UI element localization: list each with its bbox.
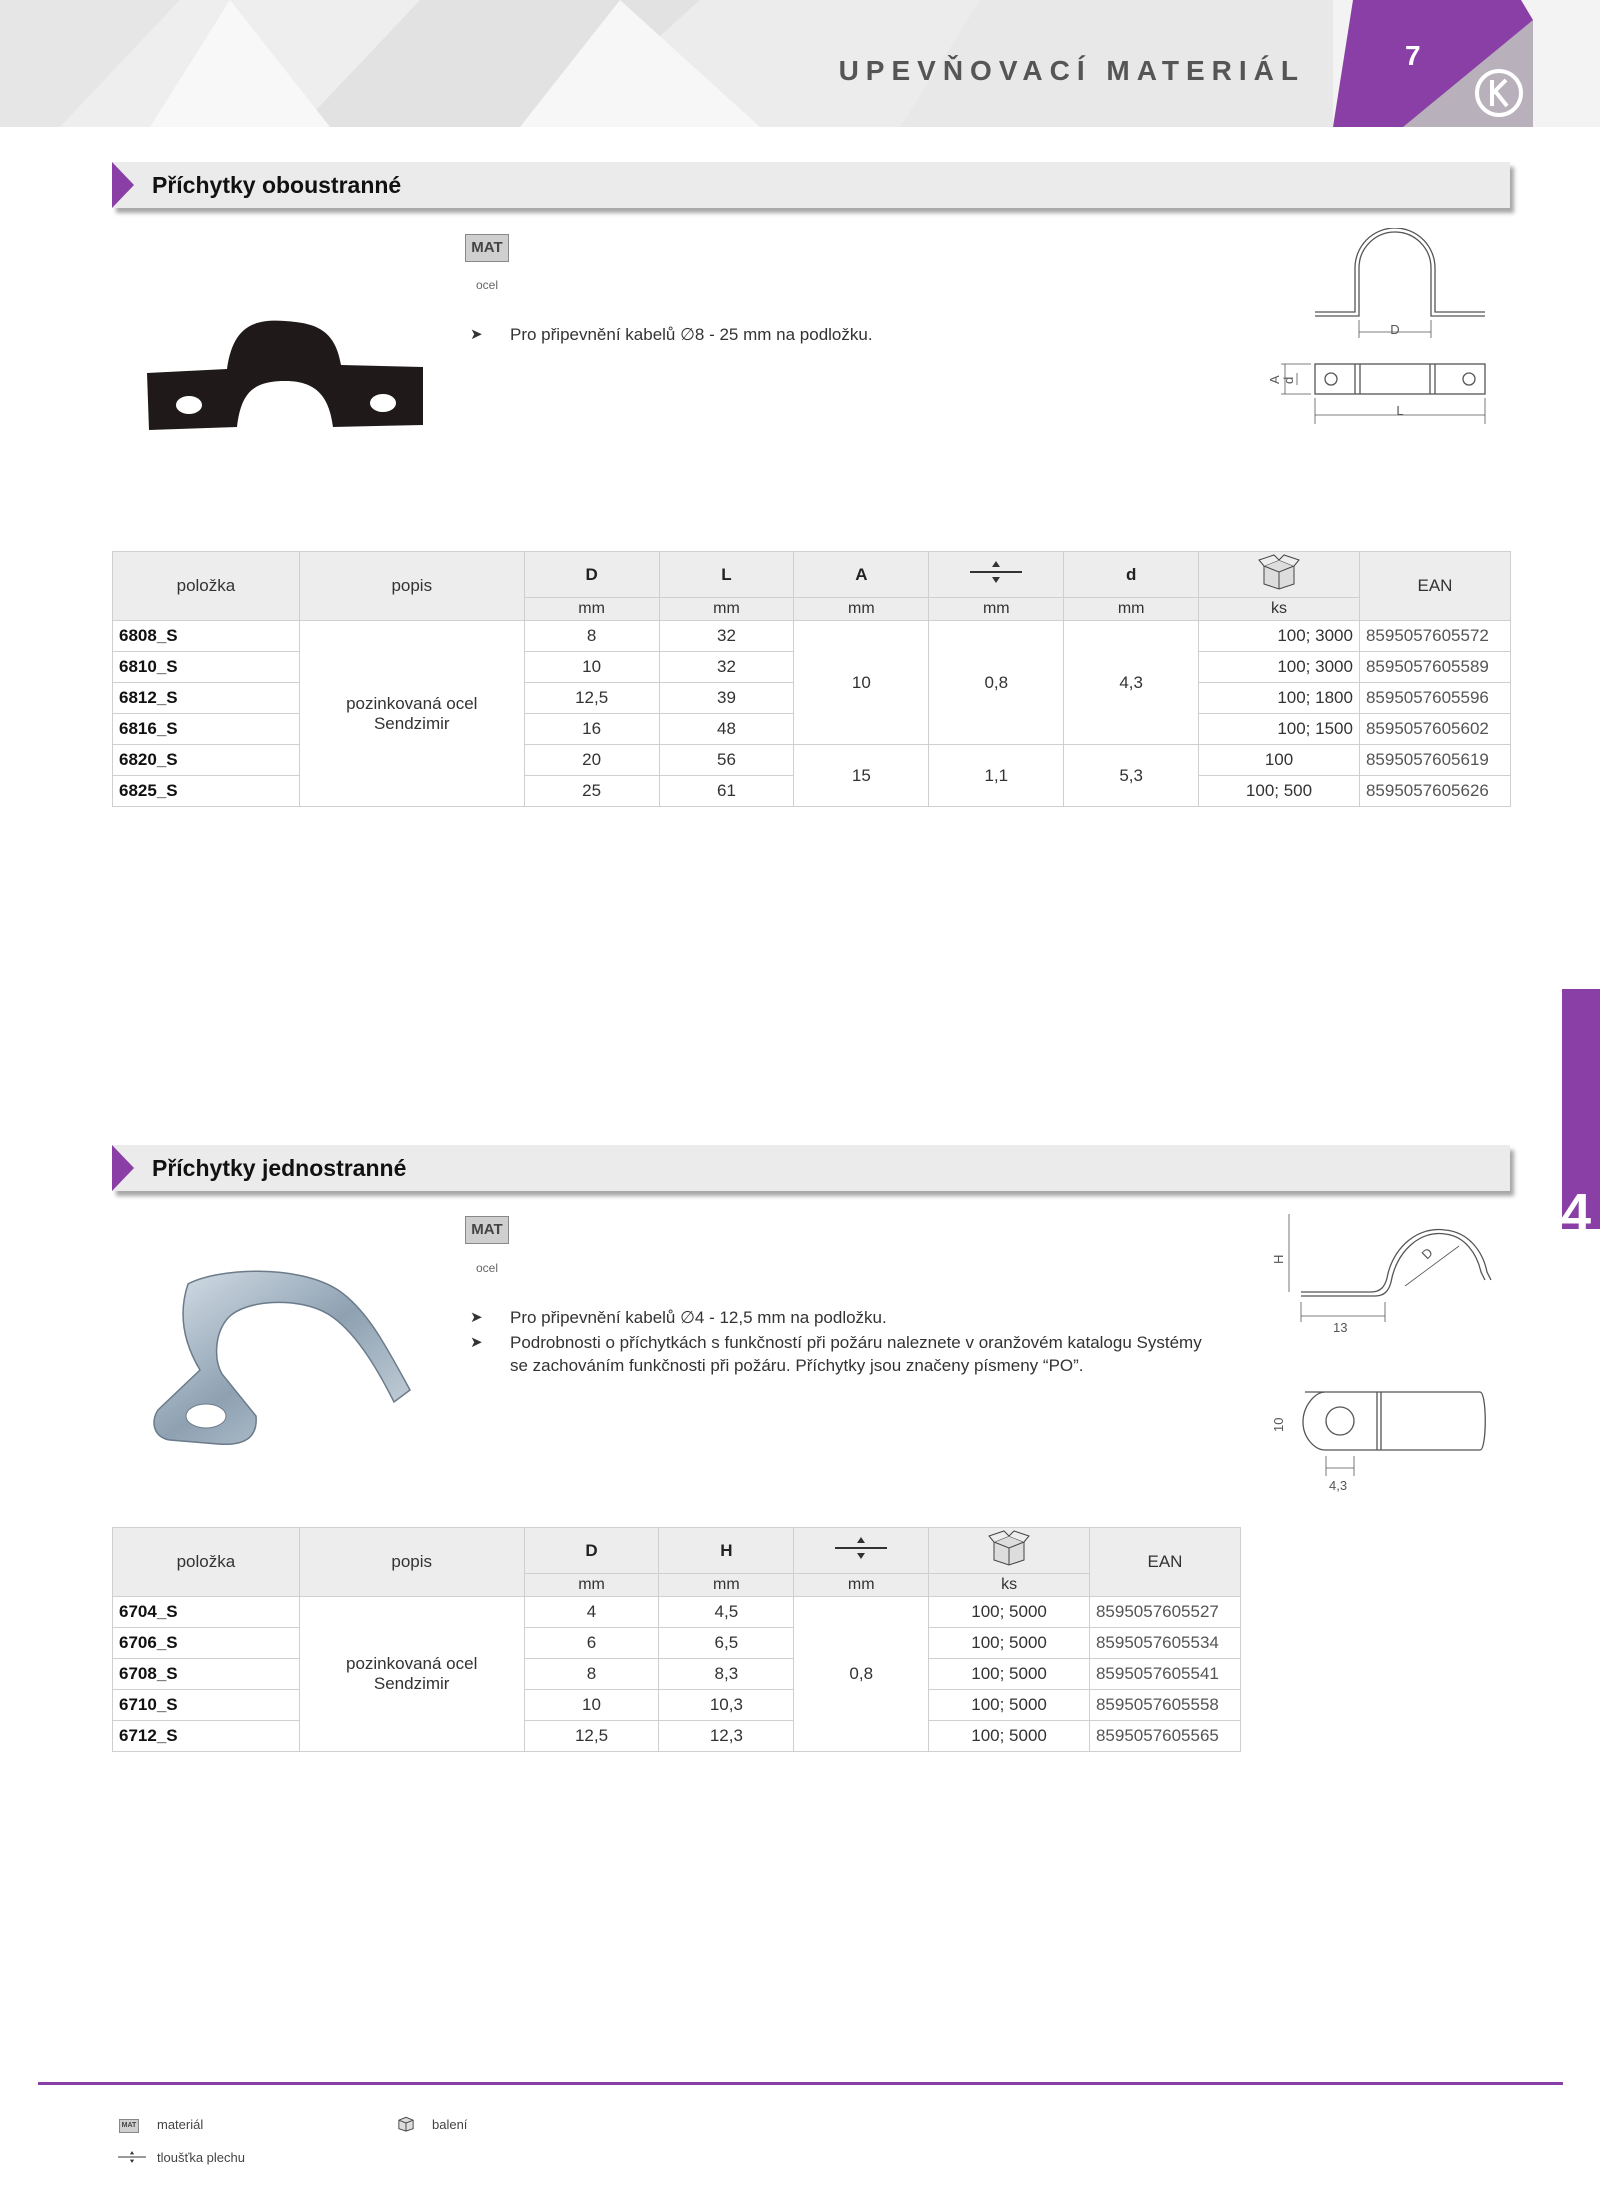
value-ean: 8595057605541 [1089,1659,1240,1690]
item-code: 6812_S [113,683,300,714]
value-L: 56 [659,745,794,776]
legend-mat-badge: MAT [119,2119,139,2133]
value-D: 10 [524,652,659,683]
bullet-text: Pro připevnění kabelů ∅4 - 12,5 mm na podložku. [510,1308,887,1327]
col-header-d: d [1064,552,1199,598]
page-number: 7 [1405,40,1421,71]
col-header-A: A [794,552,929,598]
footer-divider [38,2082,1563,2085]
value-ean: 8595057605527 [1089,1597,1240,1628]
table-row [113,1628,1241,1659]
value-d: 4,3 [1064,621,1199,745]
description-line: pozinkovaná ocel [346,693,478,713]
legend-thickness-icon [117,2150,147,2164]
value-D: 25 [524,776,659,807]
item-code: 6712_S [113,1721,300,1752]
value-D: 12,5 [524,683,659,714]
description-cell [299,621,524,807]
description-line: pozinkovaná ocel [346,1654,478,1673]
box-packaging-icon [988,1530,1030,1566]
dim-label-D: D [1390,322,1400,337]
arrow-bullet-icon: ➤ [470,1309,483,1326]
sheet-thickness-icon [968,560,1024,584]
section-title-bar [112,1145,1510,1191]
section-title-bar [112,162,1510,208]
section-marker-icon [112,1145,134,1191]
table-row [113,1721,1241,1752]
value-H: 12,3 [659,1721,794,1752]
technical-drawing-double-clip [1245,228,1505,428]
item-code: 6810_S [113,652,300,683]
value-d: 5,3 [1064,745,1199,807]
value-L: 32 [659,621,794,652]
value-packaging: 100; 3000 [1199,652,1360,683]
value-ean: 8595057605626 [1359,776,1510,807]
value-packaging: 100; 500 [1199,776,1360,807]
value-L: 32 [659,652,794,683]
value-H: 6,5 [659,1628,794,1659]
material-label: ocel [476,278,499,292]
unit-cell: mm [659,1574,794,1597]
value-ean: 8595057605565 [1089,1721,1240,1752]
table-row [113,1690,1241,1721]
section-marker-icon [112,162,134,208]
col-header-packaging [929,1528,1090,1574]
item-code: 6808_S [113,621,300,652]
box-packaging-icon [1258,554,1300,590]
item-code: 6710_S [113,1690,300,1721]
unit-cell: ks [929,1574,1090,1597]
value-L: 39 [659,683,794,714]
value-packaging: 100; 5000 [929,1597,1090,1628]
header-title: UPEVŇOVACÍ MATERIÁL [838,55,1305,86]
col-header-item: položka [113,552,300,621]
value-D: 8 [524,1659,659,1690]
bullet-text: Podrobnosti o příchytkách s funkčností při požáru naleznete v oranžovém katalogu Systémy [510,1333,1202,1352]
value-D: 16 [524,714,659,745]
value-D: 6 [524,1628,659,1659]
value-packaging: 100; 5000 [929,1721,1090,1752]
value-H: 8,3 [659,1659,794,1690]
value-L: 61 [659,776,794,807]
description-line: Sendzimir [373,1674,450,1693]
bullet-item [470,1306,887,1329]
value-packaging: 100; 5000 [929,1690,1090,1721]
spec-table-double-clips [112,551,1511,807]
section-title: Příchytky oboustranné [152,172,402,198]
value-packaging: 100; 3000 [1199,621,1360,652]
value-ean: 8595057605619 [1359,745,1510,776]
col-header-thickness [929,552,1064,598]
value-packaging: 100; 5000 [929,1659,1090,1690]
item-code: 6704_S [113,1597,300,1628]
value-D: 4 [524,1597,659,1628]
bullet-item [470,323,873,346]
value-L: 48 [659,714,794,745]
material-label: ocel [476,1261,499,1275]
product-image-double-clip [145,315,425,435]
value-H: 4,5 [659,1597,794,1628]
dim-label-10: 10 [1271,1417,1286,1432]
unit-cell: mm [794,598,929,621]
value-thickness: 0,8 [794,1597,929,1752]
col-header-desc: popis [299,552,524,621]
arrow-bullet-icon: ➤ [470,326,483,343]
legend-box-icon [396,2114,416,2132]
value-ean: 8595057605534 [1089,1628,1240,1659]
value-packaging: 100; 1500 [1199,714,1360,745]
dim-label-A: A [1267,375,1282,384]
dim-label-H: H [1271,1254,1286,1264]
col-header-L: L [659,552,794,598]
col-header-ean: EAN [1359,552,1510,621]
legend-packaging: balení [432,2117,468,2132]
value-packaging: 100; 1800 [1199,683,1360,714]
arrow-bullet-icon: ➤ [470,1334,483,1351]
dim-label-hole: 4,3 [1329,1478,1348,1493]
brand-logo-icon [1474,68,1524,118]
product-image-single-clip [148,1270,438,1450]
description-line: Sendzimir [373,713,450,733]
col-header-desc: popis [299,1528,524,1597]
section-title: Příchytky jednostranné [152,1155,407,1181]
value-D: 8 [524,621,659,652]
value-packaging: 100; 5000 [929,1628,1090,1659]
value-D: 12,5 [524,1721,659,1752]
material-badge: MAT [465,1216,509,1244]
col-header-packaging [1199,552,1360,598]
value-D: 20 [524,745,659,776]
unit-cell: mm [1064,598,1199,621]
dim-label-13: 13 [1333,1320,1348,1335]
value-packaging: 100 [1199,745,1360,776]
unit-cell: mm [929,598,1064,621]
value-ean: 8595057605572 [1359,621,1510,652]
table-row [113,1659,1241,1690]
material-badge: MAT [465,234,509,262]
bullet-item [470,1331,1270,1377]
value-ean: 8595057605558 [1089,1690,1240,1721]
col-header-D: D [524,552,659,598]
unit-cell: mm [659,598,794,621]
unit-cell: mm [524,1574,659,1597]
value-ean: 8595057605589 [1359,652,1510,683]
bullet-text: Pro připevnění kabelů ∅8 - 25 mm na podložku. [510,325,873,344]
table-row [113,621,1511,652]
value-thickness: 1,1 [929,745,1064,807]
legend-thickness: tloušťka plechu [157,2150,245,2165]
item-code: 6816_S [113,714,300,745]
legend-material: materiál [157,2117,204,2132]
item-code: 6825_S [113,776,300,807]
col-header-ean: EAN [1089,1528,1240,1597]
unit-cell: mm [794,1574,929,1597]
value-D: 10 [524,1690,659,1721]
item-code: 6820_S [113,745,300,776]
bullet-text: se zachováním funkčnosti při požáru. Příchytky jsou značeny písmeny “PO”. [510,1356,1084,1375]
unit-cell: ks [1199,598,1360,621]
col-header-thickness [794,1528,929,1574]
unit-cell: mm [524,598,659,621]
sheet-thickness-icon [833,1536,889,1560]
dim-label-d: d [1281,376,1296,384]
value-ean: 8595057605602 [1359,714,1510,745]
value-H: 10,3 [659,1690,794,1721]
value-A: 10 [794,621,929,745]
spec-table-single-clips [112,1527,1241,1752]
value-A: 15 [794,745,929,807]
col-header-item: položka [113,1528,300,1597]
chapter-number: 4 [1561,1183,1592,1243]
value-ean: 8595057605596 [1359,683,1510,714]
description-cell [299,1597,524,1752]
technical-drawing-single-clip [1265,1210,1505,1500]
col-header-D: D [524,1528,659,1574]
table-row [113,1597,1241,1628]
dim-label-D: D [1418,1244,1436,1263]
col-header-H: H [659,1528,794,1574]
value-thickness: 0,8 [929,621,1064,745]
item-code: 6706_S [113,1628,300,1659]
item-code: 6708_S [113,1659,300,1690]
dim-label-L: L [1396,403,1404,418]
